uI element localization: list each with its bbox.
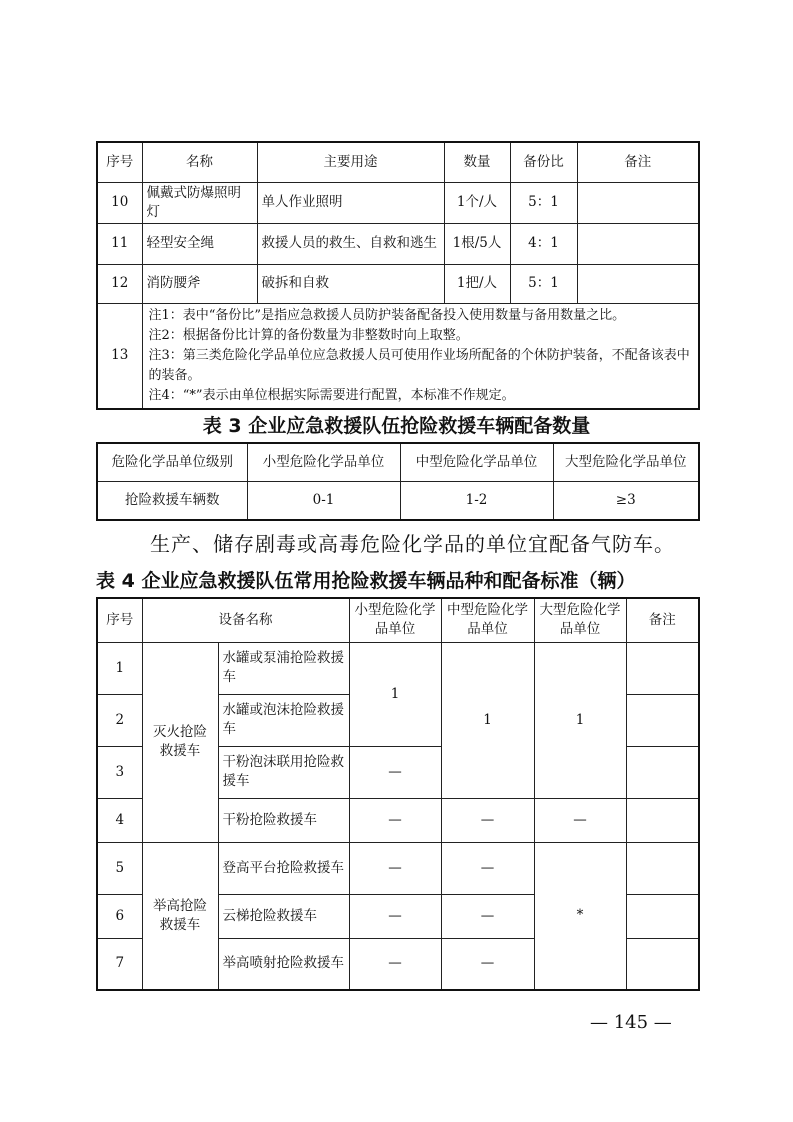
note-cell (626, 694, 699, 746)
header-cell: 设备名称 (142, 598, 349, 642)
large-count: ≥3 (553, 481, 699, 520)
vehicle-name: 云梯抢险救援车 (218, 894, 349, 938)
header-cell: 名称 (142, 142, 257, 182)
item-qty: 1根/5人 (444, 223, 510, 264)
large-value: * (534, 842, 626, 990)
notes-row (97, 303, 699, 409)
item-name: 轻型安全绳 (142, 223, 257, 264)
row-label: 抢险救援车辆数 (97, 481, 247, 520)
note-4: 注4：“*”表示由单位根据实际需要进行配置，本标准不作规定。 (148, 387, 515, 403)
small-value: — (349, 842, 441, 894)
item-ratio: 5：1 (510, 264, 577, 303)
row-number: 6 (97, 894, 142, 938)
note-3: 注3：第三类危险化学品单位应急救援人员可使用作业场所配备的个休防护装备，不配备该表中的装备。 (148, 347, 690, 383)
header-cell: 中型危险化学品单位 (441, 598, 534, 642)
vehicle-name: 水罐或泵浦抢险救援车 (218, 642, 349, 694)
header-cell: 序号 (97, 598, 142, 642)
row-number: 1 (97, 642, 142, 694)
vehicle-name: 举高喷射抢险救援车 (218, 938, 349, 990)
note-cell (626, 938, 699, 990)
item-note (577, 182, 699, 223)
row-number: 12 (97, 264, 142, 303)
note-cell (626, 746, 699, 798)
row-number: 2 (97, 694, 142, 746)
item-note (577, 264, 699, 303)
item-name: 消防腰斧 (142, 264, 257, 303)
row-number: 4 (97, 798, 142, 842)
note-cell (626, 798, 699, 842)
row-number: 11 (97, 223, 142, 264)
item-use: 救援人员的救生、自救和逃生 (257, 223, 444, 264)
large-value: 1 (534, 642, 626, 798)
page-number: — 145 — (590, 1012, 672, 1033)
vehicle-name: 干粉泡沫联用抢险救援车 (218, 746, 349, 798)
medium-count: 1-2 (400, 481, 553, 520)
header-cell: 备注 (626, 598, 699, 642)
note-cell (626, 894, 699, 938)
small-value: — (349, 746, 441, 798)
vehicle-name: 水罐或泡沫抢险救援车 (218, 694, 349, 746)
item-note (577, 223, 699, 264)
row-number: 3 (97, 746, 142, 798)
row-number: 7 (97, 938, 142, 990)
table-row (97, 481, 699, 520)
item-ratio: 4：1 (510, 223, 577, 264)
small-value: 1 (349, 642, 441, 746)
vehicle-name: 干粉抢险救援车 (218, 798, 349, 842)
vehicle-type-table (96, 597, 700, 991)
item-ratio: 5：1 (510, 182, 577, 223)
medium-value: — (441, 894, 534, 938)
table-row (97, 842, 699, 894)
header-cell: 小型危险化学品单位 (349, 598, 441, 642)
medium-value: — (441, 798, 534, 842)
note-2: 注2：根据备份比计算的备份数量为非整数时向上取整。 (148, 327, 469, 343)
header-cell: 大型危险化学品单位 (534, 598, 626, 642)
header-cell: 大型危险化学品单位 (553, 443, 699, 481)
body-paragraph: 生产、储存剧毒或高毒危险化学品的单位宜配备气防车。 (150, 532, 675, 556)
header-cell: 备注 (577, 142, 699, 182)
table3-caption: 表 3 企业应急救援队伍抢险救援车辆配备数量 (202, 415, 591, 437)
header-cell: 主要用途 (257, 142, 444, 182)
header-cell: 序号 (97, 142, 142, 182)
item-name: 佩戴式防爆照明灯 (142, 182, 257, 223)
medium-value: — (441, 938, 534, 990)
small-count: 0-1 (247, 481, 400, 520)
group-label: 灭火抢险救援车 (142, 642, 218, 842)
header-cell: 数量 (444, 142, 510, 182)
item-qty: 1把/人 (444, 264, 510, 303)
medium-value: 1 (441, 642, 534, 798)
row-number: 13 (97, 303, 142, 409)
small-value: — (349, 798, 441, 842)
vehicle-name: 登高平台抢险救援车 (218, 842, 349, 894)
group-label: 举高抢险救援车 (142, 842, 218, 990)
row-number: 10 (97, 182, 142, 223)
table-row (97, 642, 699, 694)
table-row (97, 223, 699, 264)
header-cell: 小型危险化学品单位 (247, 443, 400, 481)
small-value: — (349, 894, 441, 938)
equipment-table-continued (96, 141, 700, 410)
item-use: 破拆和自救 (257, 264, 444, 303)
note-cell (626, 842, 699, 894)
large-value: — (534, 798, 626, 842)
item-qty: 1个/人 (444, 182, 510, 223)
header-cell: 中型危险化学品单位 (400, 443, 553, 481)
small-value: — (349, 938, 441, 990)
vehicle-count-table (96, 442, 700, 521)
note-1: 注1：表中“备份比”是指应急救援人员防护装备配备投入使用数量与备用数量之比。 (148, 307, 626, 323)
table-row (97, 182, 699, 223)
table4-caption: 表 4 企业应急救援队伍常用抢险救援车辆品种和配备标准（辆） (96, 570, 636, 592)
note-cell (626, 642, 699, 694)
item-use: 单人作业照明 (257, 182, 444, 223)
medium-value: — (441, 842, 534, 894)
header-cell: 备份比 (510, 142, 577, 182)
row-number: 5 (97, 842, 142, 894)
table-row (97, 264, 699, 303)
notes-cell (142, 303, 699, 409)
header-cell: 危险化学品单位级别 (97, 443, 247, 481)
